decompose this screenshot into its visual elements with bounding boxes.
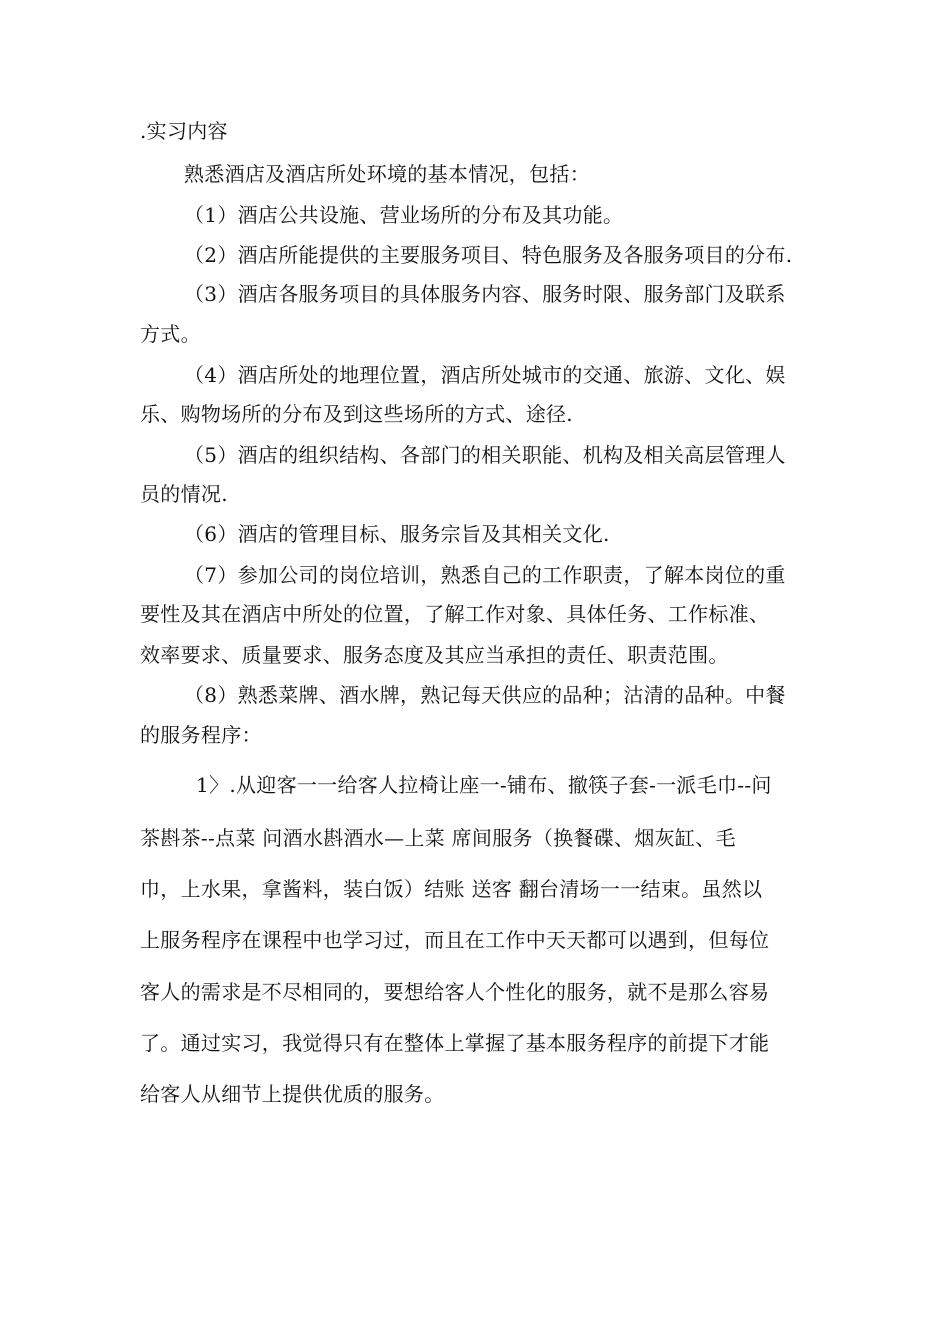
text-line: （8）熟悉菜牌、酒水牌，熟记每天供应的品种；沽清的品种。中餐 (184, 683, 786, 707)
text-line: 员的情况. (140, 482, 228, 506)
text-line: 给客人从细节上提供优质的服务。 (140, 1082, 445, 1106)
text-line: 巾，上水果，拿酱料，装白饭）结账 送客 翻台清场一一结束。虽然以 (140, 877, 763, 901)
text-line: 方式。 (140, 322, 201, 346)
text-line: 茶斟茶--点菜 问酒水斟酒水—上菜 席间服务（换餐碟、烟灰缸、毛 (140, 826, 736, 850)
text-line: （4）酒店所处的地理位置，酒店所处城市的交通、旅游、文化、娱 (184, 363, 786, 387)
text-line: 熟悉酒店及酒店所处环境的基本情况，包括： (184, 162, 590, 186)
text-line: （7）参加公司的岗位培训，熟悉自己的工作职责，了解本岗位的重 (184, 563, 786, 587)
text-line: 的服务程序： (140, 723, 262, 747)
text-line: 了。通过实习，我觉得只有在整体上掌握了基本服务程序的前提下才能 (140, 1031, 770, 1055)
text-line: 乐、购物场所的分布及到这些场所的方式、途径. (140, 402, 573, 426)
text-line: （2）酒店所能提供的主要服务项目、特色服务及各服务项目的分布. (184, 243, 793, 267)
text-line: 要性及其在酒店中所处的位置，了解工作对象、具体任务、工作标准、 (140, 602, 770, 626)
text-line: 客人的需求是不尽相同的，要想给客人个性化的服务，就不是那么容易 (140, 980, 770, 1004)
text-line: 效率要求、质量要求、服务态度及其应当承担的责任、职责范围。 (140, 643, 729, 667)
text-line: 1〉.从迎客一一给客人拉椅让座一-铺布、撤筷子套-一派毛巾--问 (196, 773, 772, 797)
text-line: （6）酒店的管理目标、服务宗旨及其相关文化. (184, 522, 610, 546)
text-line: （5）酒店的组织结构、各部门的相关职能、机构及相关高层管理人 (184, 443, 786, 467)
text-line: （3）酒店各服务项目的具体服务内容、服务时限、服务部门及联系 (184, 282, 786, 306)
text-line: （1）酒店公共设施、营业场所的分布及其功能。 (184, 203, 624, 227)
section-heading: .实习内容 (140, 119, 228, 143)
text-line: 上服务程序在课程中也学习过，而且在工作中天天都可以遇到，但每位 (140, 928, 770, 952)
